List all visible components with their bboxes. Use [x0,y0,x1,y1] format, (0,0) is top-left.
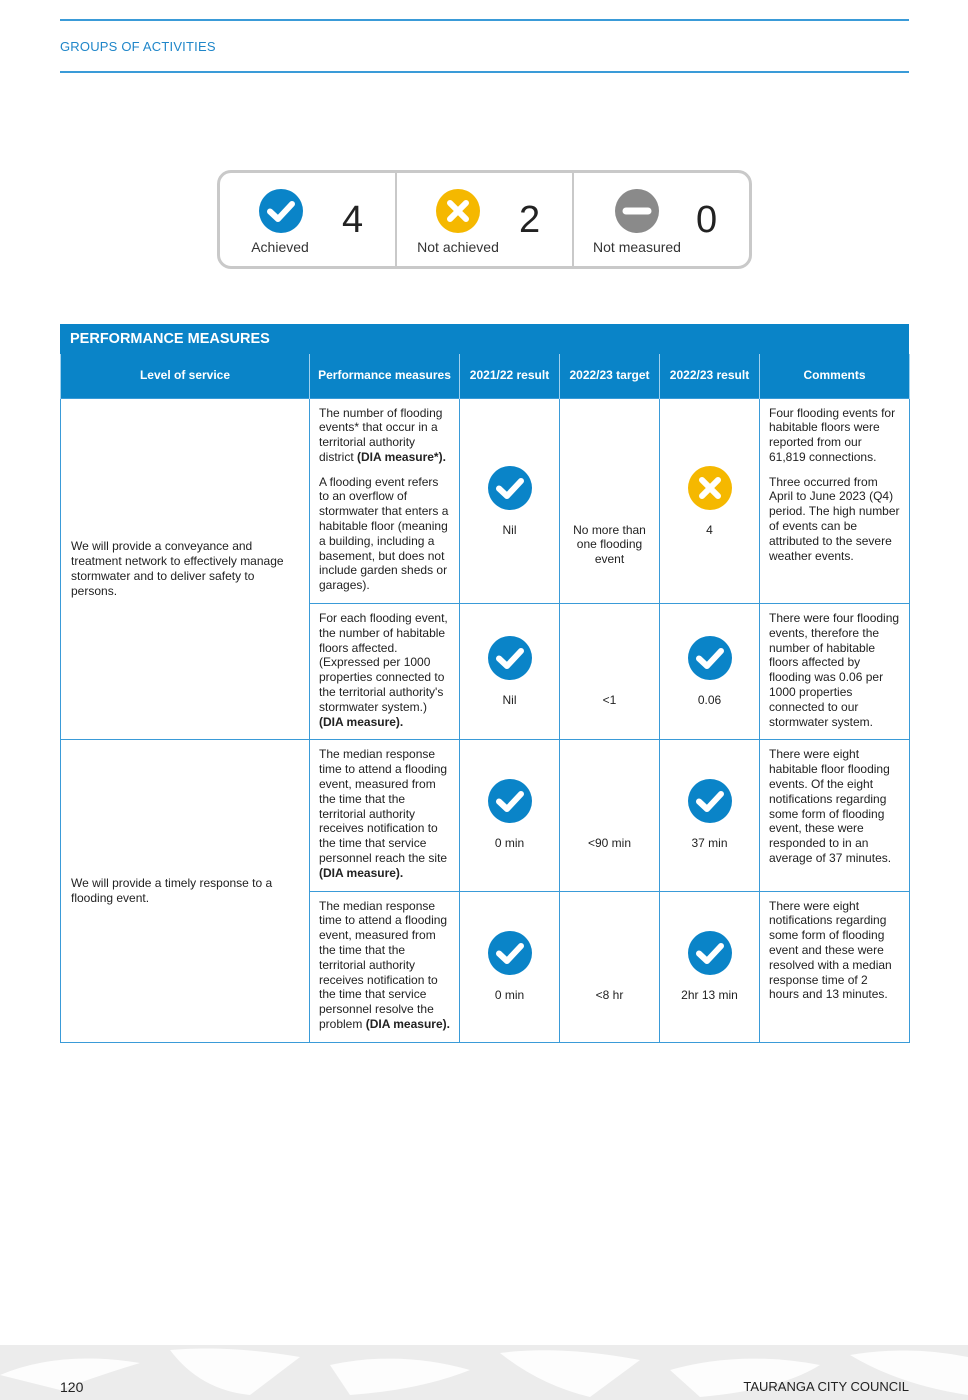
comment-cell [760,398,910,604]
target-value: <90 min [587,836,632,851]
not-achieved-label: Not achieved [417,239,499,255]
col-performance-measures: Performance measures [310,354,460,398]
section-title: GROUPS OF ACTIVITIES [60,39,216,54]
summary-not-achieved [397,173,574,266]
comment-cell [760,891,910,1042]
check-circle-icon [487,930,533,976]
col-comments: Comments [760,354,910,398]
achieved-count: 4 [342,199,364,241]
comment-text: Four flooding events for habitable floors were reported from our 61,819 connections. [769,405,896,464]
result-2021-22-cell [460,604,560,740]
performance-measures-table [60,354,910,1043]
not-achieved-count: 2 [519,199,541,241]
col-target-2022-23: 2022/23 target [560,354,660,398]
measure-tag: (DIA measure). [365,1016,450,1031]
performance-measures-banner: PERFORMANCE MEASURES [60,324,909,354]
measure-text: The median response time to attend a flooding event, measured from the time that the territorial authority receives notification to the time that service personnel reach the site [319,747,448,866]
comment-text: Three occurred from April to June 2023 (Q4) period. The high number of events can be attributed to the severe weather events. [769,474,900,563]
achieved-label: Achieved [251,239,309,255]
header-bottom-rule [60,71,909,73]
not-measured-count: 0 [696,199,718,241]
target-cell [560,891,660,1042]
level-of-service-cell: We will provide a conveyance and treatment network to effectively manage stormwater and to deliver safety to persons. [61,398,310,740]
comment-text: There were four flooding events, therefore the number of habitable floors affected by flooding was 0.06 per 1000 properties connected to our stormwater system. [769,611,900,729]
col-result-2021-22: 2021/22 result [460,354,560,398]
measure-cell [310,398,460,604]
summary-achieved [220,173,397,266]
table-header-row [61,354,910,398]
measure-tag: (DIA measure*). [357,449,446,464]
cross-circle-icon [435,188,481,234]
result-2021-22-cell [460,398,560,604]
check-circle-icon [487,778,533,824]
check-circle-icon [687,930,733,976]
target-value: <1 [602,693,617,708]
result-2021-22-cell [460,740,560,891]
table-row [61,398,910,604]
measure-note: A flooding event refers to an overflow of stormwater that enters a habitable floor (meaning a building, including a basement, but does not include garden sheds or garages). [319,474,449,593]
measure-text: For each flooding event, the number of habitable floors affected. (Expressed per 1000 properties connected to the territorial authority's stormwater system.) [319,611,448,714]
measure-cell [310,604,460,740]
result-2022-23-cell [660,604,760,740]
comment-text: There were eight habitable floor flooding events. Of the eight notifications regarding some form of flooding event, these were responded to in an average of 37 minutes. [769,747,892,866]
target-cell [560,740,660,891]
measure-tag: (DIA measure). [319,714,404,729]
result-value: 2hr 13 min [681,987,738,1002]
target-value: No more than one flooding event [573,522,646,567]
result-value: 37 min [691,836,728,851]
result-value: Nil [502,522,517,537]
minus-circle-icon [614,188,660,234]
result-value: Nil [502,693,517,708]
not-measured-label: Not measured [593,239,681,255]
header-top-rule [60,19,909,21]
comment-cell [760,740,910,891]
col-result-2022-23: 2022/23 result [660,354,760,398]
col-level-of-service: Level of service [61,354,310,398]
check-circle-icon [487,635,533,681]
result-2022-23-cell [660,891,760,1042]
result-2022-23-cell [660,398,760,604]
level-of-service-cell: We will provide a timely response to a flooding event. [61,740,310,1042]
check-circle-icon [687,635,733,681]
measure-cell [310,891,460,1042]
page-number: 120 [60,1379,84,1395]
table-row [61,740,910,891]
cross-circle-icon [687,465,733,511]
comment-text: There were eight notifications regarding some form of flooding event and these were resolved with a median response time of 2 hours and 13 minutes. [769,898,892,1002]
result-value: 4 [706,522,713,537]
footer-organisation: TAURANGA CITY COUNCIL [743,1379,909,1394]
check-circle-icon [687,778,733,824]
measure-tag: (DIA measure). [319,865,404,880]
check-circle-icon [258,188,304,234]
target-cell [560,604,660,740]
measure-text: The median response time to attend a flooding event, measured from the time that the territorial authority receives notification to the time that service personnel resolve the problem [319,898,448,1031]
summary-not-measured [574,173,749,266]
measure-cell [310,740,460,891]
result-value: 0.06 [697,693,722,708]
result-2021-22-cell [460,891,560,1042]
result-value: 0 min [494,836,525,851]
measure-text: The number of flooding events* that occur in a territorial authority district [319,405,443,464]
results-summary [217,170,752,269]
result-2022-23-cell [660,740,760,891]
target-cell [560,398,660,604]
target-value: <8 hr [595,987,624,1002]
result-value: 0 min [494,987,525,1002]
check-circle-icon [487,465,533,511]
comment-cell [760,604,910,740]
